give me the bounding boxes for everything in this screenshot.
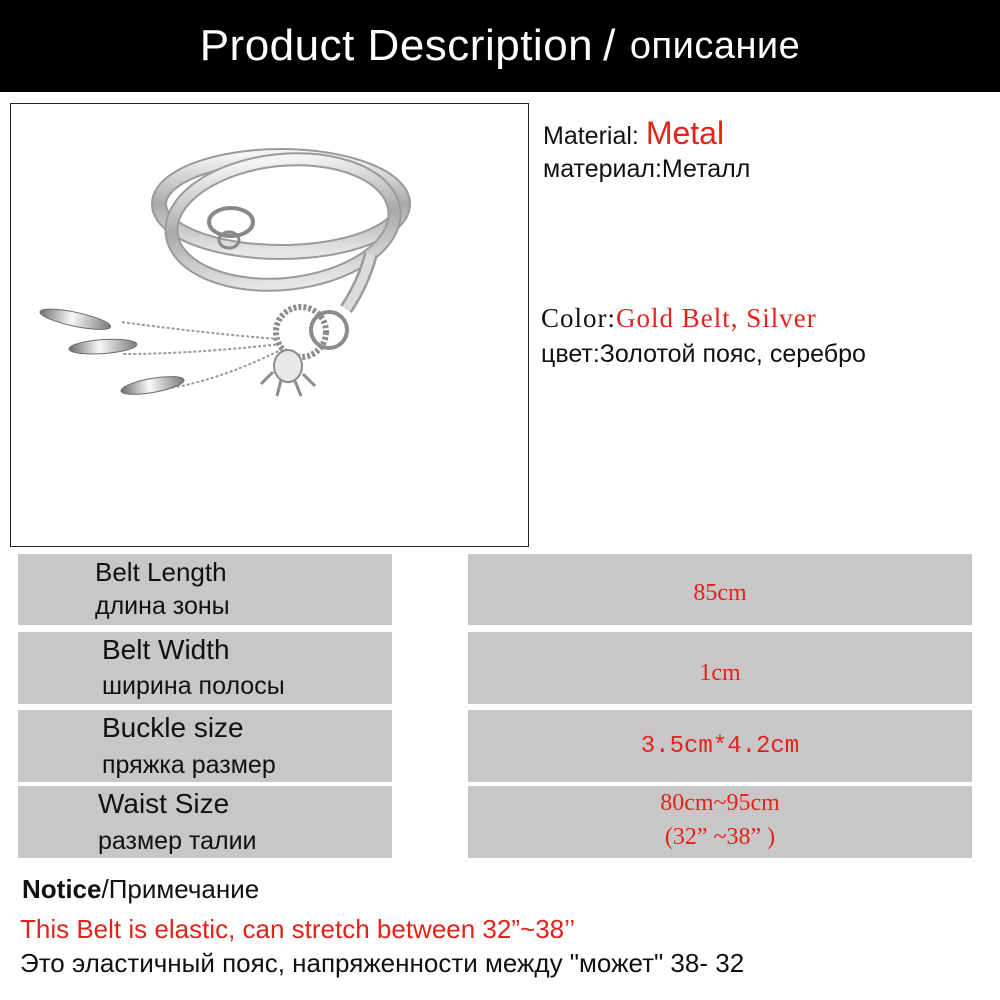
label-ru: ширина полосы: [102, 672, 285, 700]
label-en: Waist Size: [98, 788, 230, 819]
header-separator: /: [603, 21, 616, 70]
value: 1cm: [699, 660, 741, 686]
notice-heading-ru: /Примечание: [101, 874, 260, 904]
material-ru: материал:Металл: [543, 155, 751, 183]
color-label: Color:: [541, 303, 617, 333]
color-line: [541, 303, 817, 334]
label-cell-belt-length: [18, 554, 392, 625]
label-en: Belt Width: [102, 634, 230, 665]
label-cell-buckle-size: [18, 710, 392, 782]
header-banner: [0, 0, 1000, 92]
label-cell-waist-size: [18, 786, 392, 858]
label-ru: длина зоны: [95, 592, 230, 620]
header-title-en: Product Description: [199, 21, 594, 70]
value: 80cm~95cm: [660, 790, 780, 816]
label-ru: размер талии: [98, 827, 257, 855]
color-value: Gold Belt, Silver: [616, 303, 817, 333]
label-ru: пряжка размер: [102, 751, 276, 779]
notice-heading: [22, 874, 259, 905]
value-inches: (32” ~38” ): [664, 824, 776, 850]
value: 3.5cm*4.2cm: [640, 733, 800, 760]
color-ru: цвет:Золотой пояс, серебро: [541, 340, 866, 368]
value-cell-belt-width: [468, 632, 972, 704]
value-cell-waist-size: [468, 786, 972, 858]
label-en: Belt Length: [95, 557, 227, 587]
notice-heading-bold: Notice: [22, 874, 102, 904]
value: 85cm: [693, 580, 747, 606]
product-photo: [10, 103, 529, 547]
value-cell-buckle-size: [468, 710, 972, 782]
material-line: [543, 115, 724, 152]
label-en: Buckle size: [102, 712, 244, 743]
silver-chain-belt-photo: [11, 104, 528, 546]
value-cell-belt-length: [468, 554, 972, 625]
header-title-ru: описание: [629, 24, 801, 67]
notice-line-ru: Это эластичный пояс, напряженности между "может" 38- 32: [20, 948, 745, 978]
label-cell-belt-width: [18, 632, 392, 704]
material-value: Metal: [645, 115, 725, 151]
material-label: Material:: [543, 122, 639, 150]
notice-line-en: This Belt is elastic, can stretch between 32”~38’’: [20, 914, 576, 944]
